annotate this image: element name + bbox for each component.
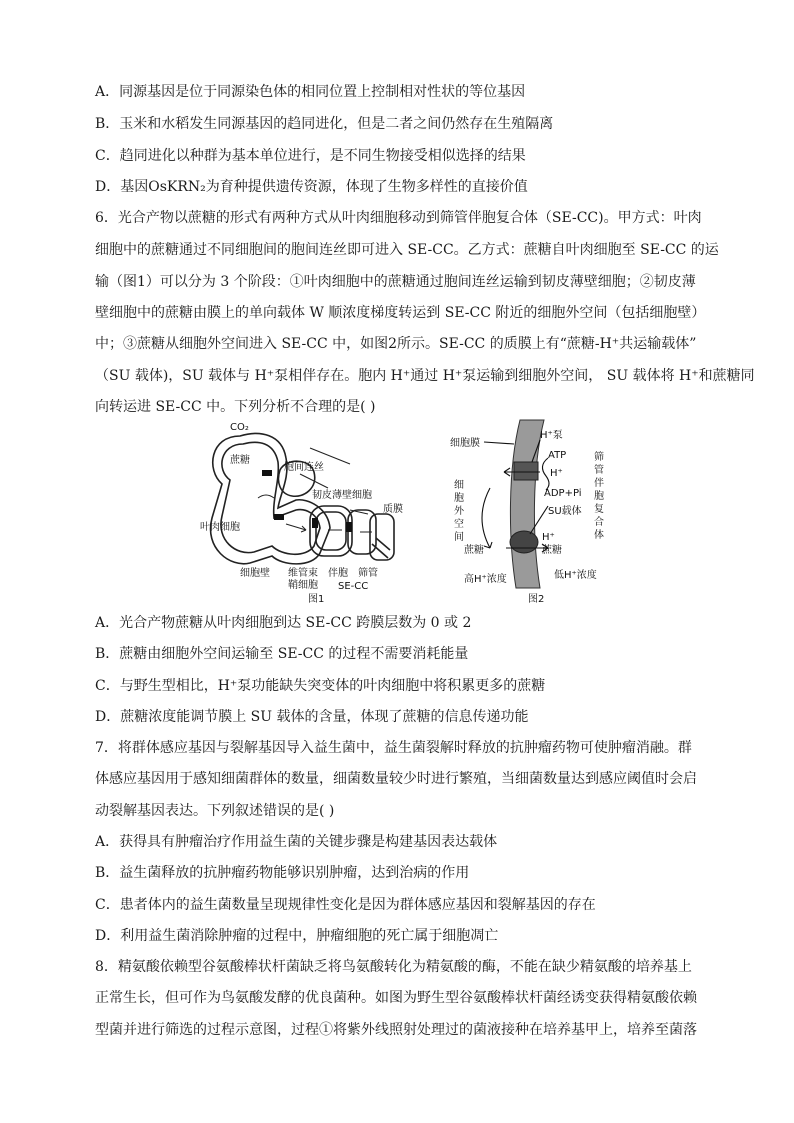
q5-option-d: D．基因OsKRN₂为育种提供遗传资源，体现了生物多样性的直接价值 <box>95 179 528 195</box>
plasmodesmata-label: 胞间连丝 <box>284 462 324 473</box>
q6-stem-line: 向转运进 SE-CC 中。下列分析不合理的是( ) <box>95 399 376 415</box>
q5-option-b: B．玉米和水稻发生同源基因的趋同进化，但是二者之间仍然存在生殖隔离 <box>95 116 554 132</box>
q6-option-c: C．与野生型相比，H⁺泵功能缺失突变体的叶肉细胞中将积累更多的蔗糖 <box>95 678 546 694</box>
secc-char: 管 <box>594 465 604 476</box>
plasmodesma-mark <box>262 470 272 476</box>
arrow-path <box>258 495 274 498</box>
q6-option-d: D．蔗糖浓度能调节膜上 SU 载体的含量，体现了蔗糖的信息传递功能 <box>95 709 529 725</box>
q7-option-b: B．益生菌释放的抗肿瘤药物能够识别肿瘤，达到治病的作用 <box>95 865 470 881</box>
q6-stem-line: 细胞中的蔗糖通过不同细胞间的胞间连丝即可进入 SE-CC。乙方式：蔗糖自叶肉细胞至 SE-CC 的运 <box>95 242 719 258</box>
leader-line <box>484 442 514 444</box>
sieve-label: 筛管 <box>358 568 378 579</box>
q7-option-d: D．利用益生菌消除肿瘤的过程中，肿瘤细胞的死亡属于细胞凋亡 <box>95 928 499 944</box>
secc-char: 伴 <box>594 478 604 489</box>
plasmodesma-mark <box>274 514 284 520</box>
parenchyma-cell-inner <box>316 512 346 550</box>
figure-1-diagram <box>200 418 410 606</box>
q6-option-a: A．光合产物蔗糖从叶肉细胞到达 SE-CC 跨膜层数为 0 或 2 <box>95 615 472 631</box>
secc-char: 复 <box>594 504 604 515</box>
q8-stem-line: 型菌并进行筛选的过程示意图，过程①将紫外线照射处理过的菌液接种在培养基甲上，培养至菌落 <box>95 1022 697 1038</box>
q6-option-b: B．蔗糖由细胞外空间运输至 SE-CC 的过程不需要消耗能量 <box>95 646 469 662</box>
membrane-label: 细胞膜 <box>450 438 480 449</box>
secc-label: SE-CC <box>338 581 369 592</box>
q5-option-c: C．趋同进化以种群为基本单位进行，是不同生物接受相似选择的结果 <box>95 148 526 164</box>
q8-stem-line: 正常生长，但可作为鸟氨酸发酵的优良菌种。如图为野生型谷氨酸棒状杆菌经诱变获得精氨酸依赖 <box>95 990 697 1006</box>
plasma-membrane-label: 质膜 <box>383 504 403 515</box>
q6-stem-line: 壁细胞中的蔗糖由膜上的单向载体 W 顺浓度梯度转运到 SE-CC 附近的细胞外空间（包括细胞壁） <box>95 305 706 321</box>
sucrose-left-label: 蔗糖 <box>464 545 484 556</box>
sheath-label: 鞘细胞 <box>288 580 318 591</box>
q7-option-c: C．患者体内的益生菌数量呈现规律性变化是因为群体感应基因和裂解基因的存在 <box>95 897 596 913</box>
secc-char: 体 <box>594 530 604 541</box>
q7-stem-line: 7．将群体感应基因与裂解基因导入益生菌中，益生菌裂解时释放的抗肿瘤药物可使肿瘤消融。群 <box>95 740 692 756</box>
q6-stem-line: （SU 载体)，SU 载体与 H⁺泵相伴存在。胞内 H⁺通过 H⁺泵运输到细胞外空间， SU 载体将 H⁺和蔗糖同 <box>95 368 755 384</box>
companion-label: 伴胞 <box>328 568 348 579</box>
extracellular-char: 胞 <box>454 493 464 504</box>
h-pump-protein <box>514 462 538 480</box>
secc-vertical-label <box>594 450 604 541</box>
su-carrier-protein <box>510 531 538 553</box>
extracellular-char: 间 <box>454 532 464 543</box>
figure-2-diagram <box>444 418 634 606</box>
q6-stem-line: 6．光合产物以蔗糖的形式有两种方式从叶肉细胞移动到筛管伴胞复合体（SE-CC)。甲方式：叶肉 <box>95 210 702 226</box>
q7-stem-line: 体感应基因用于感知细菌群体的数量，细菌数量较少时进行繁殖，当细菌数量达到感应阈值时会启 <box>95 771 697 787</box>
q6-stem-line: 中；③蔗糖从细胞外空间进入 SE-CC 中，如图2所示。SE-CC 的质膜上有“蔗糖-H⁺共运输载体” <box>95 336 697 352</box>
plasmodesma-mark <box>346 522 352 532</box>
figure-1-caption: 图1 <box>308 594 325 605</box>
sucrose-right-label: 蔗糖 <box>542 545 562 556</box>
su-carrier-label: SU载体 <box>548 506 582 517</box>
plasmodesma-mark <box>312 518 318 528</box>
extracellular-char: 外 <box>454 506 464 517</box>
membrane-band <box>510 420 544 588</box>
vascular-label: 维管束 <box>288 568 318 579</box>
co2-label: CO₂ <box>230 422 249 433</box>
secc-char: 胞 <box>594 491 604 502</box>
atp-arrow <box>542 458 549 490</box>
cell-wall-label: 细胞壁 <box>240 568 270 579</box>
q8-stem-line: 8．精氨酸依赖型谷氨酸棒状杆菌缺乏将鸟氨酸转化为精氨酸的酶，不能在缺少精氨酸的培养基上 <box>95 959 692 975</box>
high-h-label: 高H⁺浓度 <box>464 574 507 585</box>
h-pump-label: H⁺泵 <box>540 430 563 441</box>
secc-char: 筛 <box>594 452 604 463</box>
h-plus-inner-label: H⁺ <box>542 532 555 543</box>
atp-label: ATP <box>548 450 567 461</box>
low-h-label: 低H⁺浓度 <box>554 570 597 581</box>
q6-stem-line: 输（图1）可以分为 3 个阶段：①叶肉细胞中的蔗糖通过胞间连丝运输到韧皮薄壁细胞；②韧皮薄 <box>95 274 696 290</box>
extracellular-label <box>454 479 465 543</box>
q7-stem-line: 动裂解基因表达。下列叙述错误的是( ) <box>95 803 335 819</box>
sucrose-label: 蔗糖 <box>230 455 250 466</box>
diffusion-arrow <box>482 488 490 548</box>
q7-option-a: A．获得具有肿瘤治疗作用益生菌的关键步骤是构建基因表达载体 <box>95 834 498 850</box>
h-plus-label: H⁺ <box>550 468 563 479</box>
phloem-parenchyma-label: 韧皮薄壁细胞 <box>312 490 372 501</box>
extracellular-char: 空 <box>454 519 464 530</box>
figure-2-caption: 图2 <box>528 594 545 605</box>
mesophyll-label: 叶肉细胞 <box>200 522 240 533</box>
q5-option-a: A．同源基因是位于同源染色体的相同位置上控制相对性状的等位基因 <box>95 84 526 100</box>
extracellular-char: 细 <box>454 480 464 491</box>
secc-char: 合 <box>594 517 604 528</box>
sieve-plate-line <box>376 538 390 550</box>
adp-label: ADP+Pi <box>544 488 582 499</box>
